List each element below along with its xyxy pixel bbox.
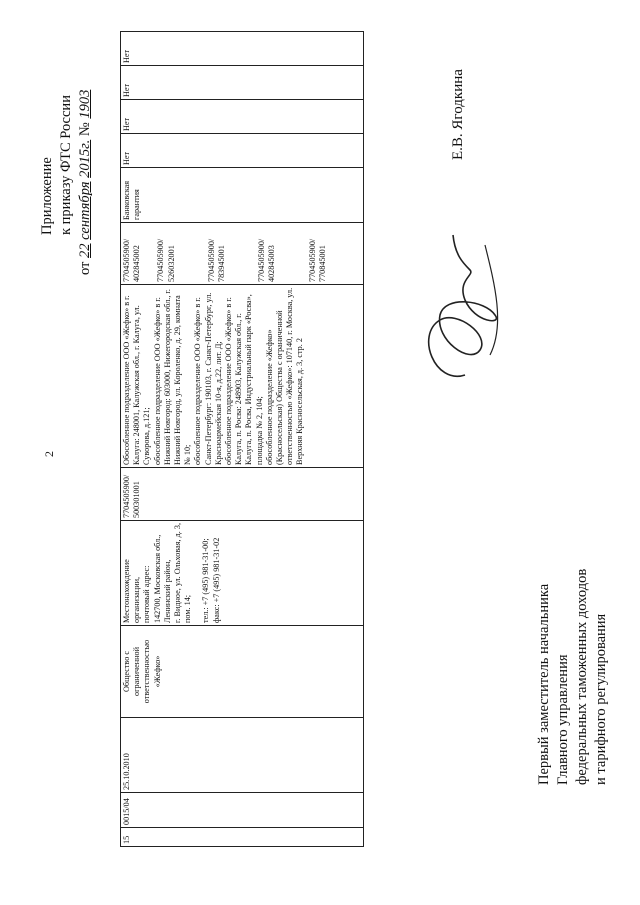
location-line: 142700, Московская обл., Ленинский район,	[152, 534, 172, 623]
cell-no-1: Нет	[121, 134, 364, 168]
branch-kpp: 7704505900/ 402845003	[257, 238, 277, 282]
cell-branches	[121, 285, 364, 468]
table-row	[121, 32, 364, 847]
branch-entry: обособленное подразделение ООО «Жефко» в г. Санкт-Петербург: 190103, г. Санкт-Петербург, ул. Красноармейская 10-я, д.22, лит. Д;	[193, 292, 223, 465]
appendix-date-prefix: от	[77, 261, 93, 275]
cell-no-4: Нет	[121, 32, 364, 66]
register-table	[120, 31, 364, 847]
location-line: г. Видное, ул. Ольховая, д. 3, пом. 14;	[173, 522, 193, 623]
signature-underline	[485, 245, 498, 355]
cell-guarantee: Банковская гарантия	[121, 168, 364, 223]
appendix-title: Приложение	[39, 157, 55, 235]
appendix-date-month: сентября	[77, 181, 93, 240]
signature-stroke	[429, 235, 497, 376]
location-line: факс: +7 (495) 981-31-02	[211, 537, 221, 623]
cell-date: 25.10.2010	[121, 718, 364, 793]
signatory-line: Первый заместитель начальника	[536, 583, 552, 785]
cell-num: 15	[121, 828, 364, 847]
branch-entry: Обособленное подразделение ООО «Жефко» в г. Калуга: 248001, Калужская обл., г. Калуга, ул. Суворова, д.121;	[122, 295, 152, 465]
branch-kpp: 7704505900/ 526032001	[156, 238, 176, 282]
cell-branch-kpps	[121, 223, 364, 285]
branch-entry: обособленное подразделение «Жефко» (Красносельская) Общества с ограниченной ответственностью «Жефко»: 107140, г. Москва, ул. Верхняя Красносельская, д. 3, стр. 2	[264, 287, 305, 465]
location-line: тел.: +7 (495) 981-31-00;	[201, 538, 211, 623]
signatory-title	[535, 569, 611, 785]
location-line: почтовый адрес:	[142, 565, 152, 623]
location-line: Местонахождение организации,	[122, 559, 142, 623]
appendix-date-year: 2015г.	[77, 139, 93, 178]
cell-reg-number: 0015/04	[121, 793, 364, 828]
branch-kpp: 7704505900/ 770845001	[307, 238, 327, 282]
signatory-line: Главного управления	[555, 654, 571, 785]
signatory-line: федеральных таможенных доходов	[574, 568, 590, 785]
cell-location	[121, 521, 364, 626]
branch-kpp: 7704505900/ 402845002	[122, 238, 142, 282]
signatory-name: Е.В. Ягодкина	[450, 69, 466, 160]
cell-no-3: Нет	[121, 66, 364, 100]
page-number: 2	[42, 451, 56, 457]
appendix-date-line	[76, 35, 95, 275]
cell-no-2: Нет	[121, 100, 364, 134]
branch-entry: обособленное подразделение ООО «Жефко» в г. Калуга, п. Росва: 248903, Калужская обл., г. Калуга, п. Росва, Индустриальный парк «Росва», площадка № 2, 104;	[224, 294, 264, 465]
signatory-line: и тарифного регулирования	[593, 613, 609, 785]
appendix-header	[38, 35, 95, 275]
appendix-number: 1903	[77, 89, 93, 119]
branch-kpp: 7704505900/ 783945001	[206, 238, 227, 282]
cell-org-name: Общество с ограниченной ответственностью «Жефко»	[121, 626, 364, 718]
branch-entry: обособленное подразделение ООО «Жефко» в г. Нижний Новгород: 603000, Нижегородская обл., г. Нижний Новгород, ул. Короленко, д. 29, комната № 10;	[152, 289, 193, 465]
handwritten-signature	[395, 215, 525, 395]
appendix-order-ref: к приказу ФТС России	[58, 95, 74, 235]
cell-inn-kpp: 7704505900/ 500301001	[121, 468, 364, 521]
appendix-number-sign: №	[77, 122, 93, 137]
appendix-date-day: 22	[77, 243, 93, 258]
